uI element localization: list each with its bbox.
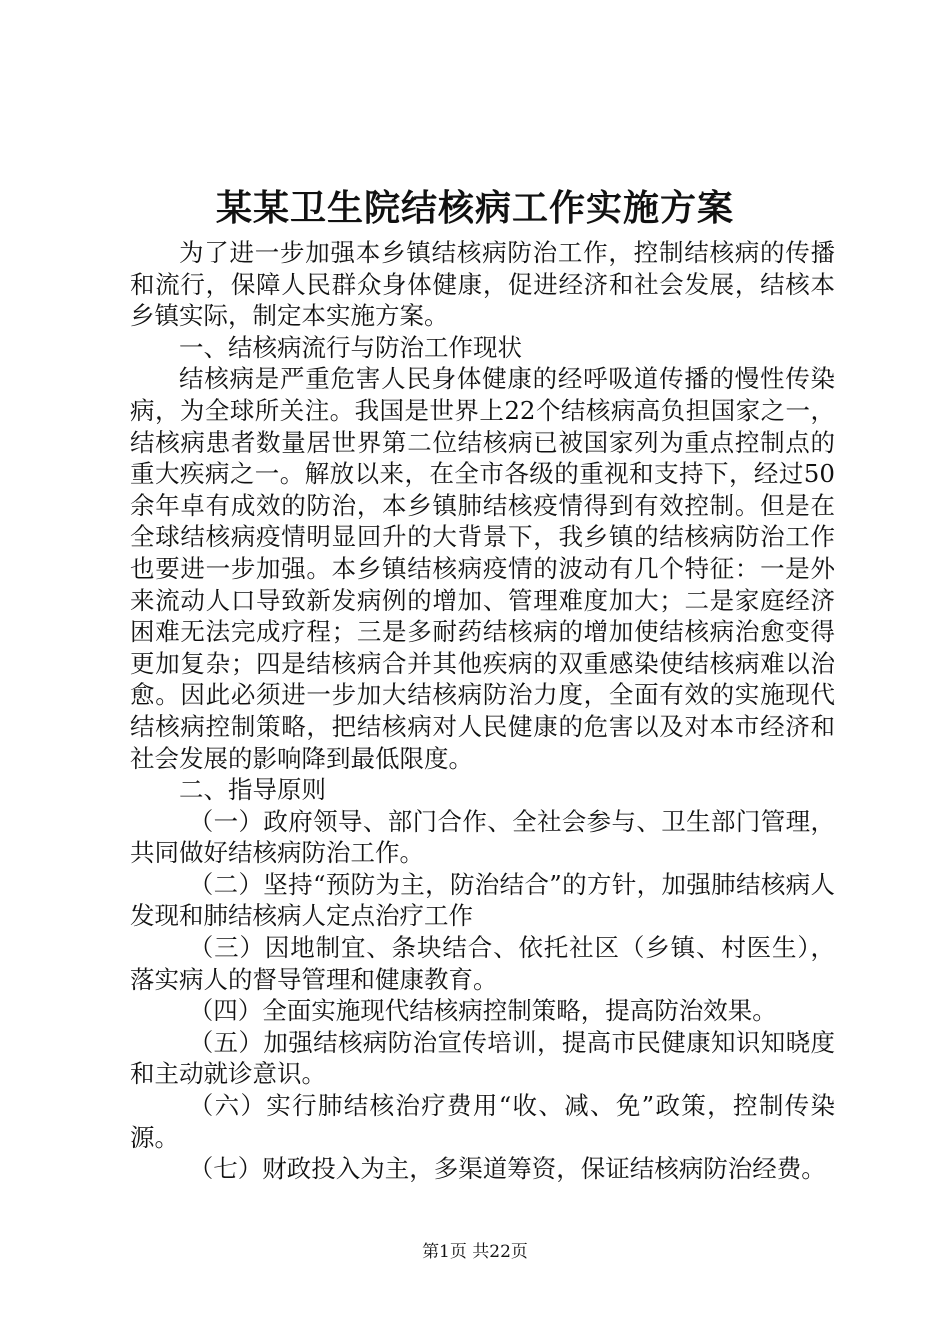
section-heading: 一、结核病流行与防治工作现状 [179, 332, 522, 362]
page-number-footer: 第1页 共22页 [422, 1242, 528, 1262]
body-paragraph: 结核病是严重危害人民身体健康的经呼吸道传播的慢性传染病，为全球所关注。我国是世界上22个结核病高负担国家之一，结核病患者数量居世界第二位结核病已被国家列为重点控制点的重大疾病之一。解放以来，在全市各级的重视和支持下，经过50余年卓有成效的防治，本乡镇肺结核疫情得到有效控制。但是在全球结核病疫情明显回升的大背景下，我乡镇的结核病防治工作也要进一步加强。本乡镇结核病疫情的波动有几个特征：一是外来流动人口导致新发病例的增加、管理难度加大；二是家庭经济困难无法完成疗程；三是多耐药结核病的增加使结核病治愈变得更加复杂；四是结核病合并其他疾病的双重感染使结核病难以治愈。因此必须进一步加大结核病防治力度，全面有效的实施现代结核病控制策略，把结核病对人民健康的危害以及对本市经济和社会发展的影响降到最低限度。 [130, 364, 835, 773]
principle-item: （七）财政投入为主，多渠道筹资，保证结核病防治经费。 [188, 1154, 826, 1184]
document-body [130, 237, 835, 1185]
principle-item: （一）政府领导、部门合作、全社会参与、卫生部门管理，共同做好结核病防治工作。 [130, 806, 835, 868]
principle-item: （六）实行肺结核治疗费用“收、减、免”政策，控制传染源。 [130, 1091, 835, 1152]
principle-item: （五）加强结核病防治宣传培训，提高市民健康知识知晓度和主动就诊意识。 [130, 1027, 835, 1089]
document-title: 某某卫生院结核病工作实施方案 [215, 187, 734, 229]
principle-item: （四）全面实施现代结核病控制策略，提高防治效果。 [188, 996, 777, 1026]
intro-paragraph: 为了进一步加强本乡镇结核病防治工作，控制结核病的传播和流行，保障人民群众身体健康，促进经济和社会发展，结核本乡镇实际，制定本实施方案。 [130, 238, 835, 331]
principle-item: （二）坚持“预防为主，防治结合”的方针，加强肺结核病人发现和肺结核病人定点治疗工作 [130, 869, 835, 931]
section-heading: 二、指导原则 [179, 775, 326, 805]
principle-item: （三）因地制宜、条块结合、依托社区（乡镇、村医生），落实病人的督导管理和健康教育。 [130, 933, 835, 994]
